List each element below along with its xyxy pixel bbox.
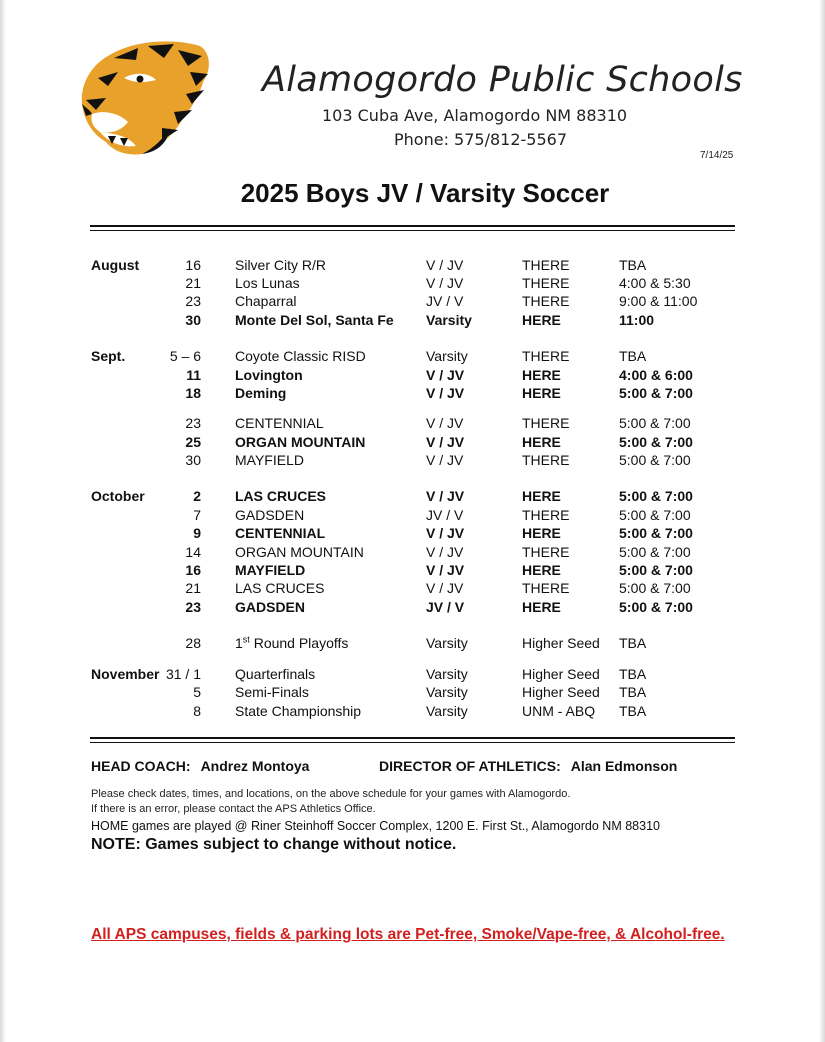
game-date: 7: [193, 507, 201, 523]
schedule-row: [0, 366, 825, 384]
team-level: Varsity: [426, 666, 468, 682]
schedule-row: [0, 702, 825, 720]
game-time: 5:00 & 7:00: [619, 415, 691, 431]
game-date: 28: [185, 635, 201, 651]
athletic-director-name: Alan Edmonson: [570, 758, 678, 774]
team-level: Varsity: [426, 703, 468, 719]
game-date: 21: [185, 580, 201, 596]
team-level: Varsity: [426, 684, 468, 700]
team-level: V / JV: [426, 415, 464, 431]
month-label: November: [91, 666, 160, 682]
team-level: V / JV: [426, 452, 464, 468]
schedule-row: [0, 311, 825, 329]
game-time: TBA: [619, 666, 647, 682]
opponent-name: Los Lunas: [235, 275, 300, 291]
game-time: 11:00: [619, 312, 655, 328]
game-time: 4:00 & 6:00: [619, 367, 693, 383]
opponent-name: CENTENNIAL: [235, 525, 326, 541]
game-time: 5:00 & 7:00: [619, 562, 693, 578]
game-location: THERE: [522, 348, 570, 364]
team-level: JV / V: [426, 293, 464, 309]
school-name: Alamogordo Public Schools: [262, 60, 743, 100]
game-date: 11: [186, 367, 201, 383]
game-date: 5 – 6: [169, 348, 201, 364]
document-date: 7/14/25: [700, 150, 734, 161]
game-location: THERE: [522, 293, 570, 309]
game-location: Higher Seed: [522, 666, 600, 682]
game-date: 23: [185, 293, 201, 309]
opponent-name: Semi-Finals: [235, 684, 309, 700]
game-time: TBA: [619, 348, 647, 364]
schedule-row: [0, 292, 825, 310]
school-phone: Phone: 575/812-5567: [394, 130, 567, 149]
tiger-logo-icon: [78, 38, 216, 158]
game-date: 31 / 1: [165, 666, 201, 682]
opponent-name: ORGAN MOUNTAIN: [235, 544, 364, 560]
opponent-name: CENTENNIAL: [235, 415, 324, 431]
page-title: 2025 Boys JV / Varsity Soccer: [240, 178, 610, 208]
home-venue-note: HOME games are played @ Riner Steinhoff Soccer Complex, 1200 E. First St., Alamogordo NM 88310: [91, 819, 660, 833]
schedule-row: [0, 634, 825, 652]
school-address: 103 Cuba Ave, Alamogordo NM 88310: [322, 106, 628, 125]
opponent-name: Deming: [235, 385, 287, 401]
month-label: August: [91, 257, 140, 273]
game-time: 9:00 & 11:00: [619, 293, 698, 309]
game-location: THERE: [522, 580, 570, 596]
error-note: If there is an error, please contact the APS Athletics Office.: [91, 803, 376, 815]
game-time: 5:00 & 7:00: [619, 507, 691, 523]
team-level: V / JV: [426, 488, 465, 504]
opponent-name: GADSDEN: [235, 599, 306, 615]
game-location: Higher Seed: [522, 635, 600, 651]
team-level: V / JV: [426, 544, 464, 560]
game-date: 14: [185, 544, 201, 560]
game-date: 5: [193, 684, 201, 700]
game-date: 2: [193, 488, 201, 504]
game-location: HERE: [522, 488, 561, 504]
opponent-name: MAYFIELD: [235, 452, 304, 468]
game-location: Higher Seed: [522, 684, 600, 700]
game-location: HERE: [522, 599, 561, 615]
head-coach: [91, 758, 309, 774]
change-notice: NOTE: Games subject to change without notice.: [91, 836, 457, 853]
schedule-row: [0, 524, 825, 542]
game-time: TBA: [619, 257, 647, 273]
game-date: 23: [185, 599, 201, 615]
divider: [90, 742, 735, 743]
game-location: THERE: [522, 415, 570, 431]
team-level: V / JV: [426, 385, 465, 401]
game-date: 23: [185, 415, 201, 431]
opponent-name: Silver City R/R: [235, 257, 327, 273]
opponent-name: State Championship: [235, 703, 362, 719]
game-location: HERE: [522, 434, 561, 450]
team-level: Varsity: [426, 348, 468, 364]
team-level: V / JV: [426, 434, 465, 450]
team-level: V / JV: [426, 525, 465, 541]
opponent-name: MAYFIELD: [235, 562, 306, 578]
schedule-row: [0, 256, 825, 274]
athletic-director: [379, 758, 677, 774]
game-date: 21: [185, 275, 201, 291]
head-coach-name: Andrez Montoya: [200, 758, 310, 774]
game-time: 5:00 & 7:00: [619, 544, 691, 560]
opponent-name: GADSDEN: [235, 507, 305, 523]
opponent-name: Lovington: [235, 367, 303, 383]
game-date: 25: [185, 434, 201, 450]
game-location: HERE: [522, 312, 561, 328]
game-location: UNM - ABQ: [522, 703, 596, 719]
schedule-row: [0, 543, 825, 561]
game-location: HERE: [522, 367, 561, 383]
game-time: TBA: [619, 684, 647, 700]
game-date: 8: [193, 703, 201, 719]
month-label: October: [91, 488, 145, 504]
team-level: V / JV: [426, 580, 464, 596]
team-level: JV / V: [426, 599, 465, 615]
game-location: HERE: [522, 525, 561, 541]
game-time: 5:00 & 7:00: [619, 434, 693, 450]
game-time: 5:00 & 7:00: [619, 580, 691, 596]
schedule-row: [0, 274, 825, 292]
game-date: 18: [185, 385, 201, 401]
game-date: 30: [185, 452, 201, 468]
team-level: Varsity: [426, 312, 472, 328]
game-date: 16: [185, 257, 201, 273]
schedule-row: [0, 506, 825, 524]
divider: [90, 225, 735, 227]
schedule-row: [0, 487, 825, 505]
game-time: 5:00 & 7:00: [619, 599, 693, 615]
schedule-row: [0, 579, 825, 597]
game-time: 5:00 & 7:00: [619, 385, 693, 401]
schedule-row: [0, 414, 825, 432]
schedule-row: [0, 347, 825, 365]
opponent-name: Chaparral: [235, 293, 297, 309]
opponent-name: 1st Round Playoffs: [235, 634, 349, 651]
opponent-name: LAS CRUCES: [235, 580, 325, 596]
opponent-name: LAS CRUCES: [235, 488, 327, 504]
check-note: Please check dates, times, and locations, on the above schedule for your games with Alamogordo.: [91, 788, 571, 800]
game-date: 30: [185, 312, 201, 328]
game-time: 4:00 & 5:30: [619, 275, 691, 291]
game-location: THERE: [522, 544, 570, 560]
game-location: THERE: [522, 275, 570, 291]
game-location: THERE: [522, 452, 570, 468]
month-label: Sept.: [91, 348, 126, 364]
game-time: TBA: [619, 635, 647, 651]
team-level: V / JV: [426, 257, 464, 273]
game-time: 5:00 & 7:00: [619, 488, 693, 504]
game-date: 16: [185, 562, 201, 578]
team-level: V / JV: [426, 562, 465, 578]
schedule-row: [0, 451, 825, 469]
game-time: 5:00 & 7:00: [619, 452, 691, 468]
game-location: HERE: [522, 562, 561, 578]
policy-notice: All APS campuses, fields & parking lots are Pet-free, Smoke/Vape-free, & Alcohol-free.: [91, 926, 725, 943]
game-location: THERE: [522, 257, 570, 273]
game-time: TBA: [619, 703, 647, 719]
team-level: JV / V: [426, 507, 464, 523]
opponent-name: Quarterfinals: [235, 666, 316, 682]
game-location: HERE: [522, 385, 561, 401]
schedule-row: [0, 665, 825, 683]
team-level: Varsity: [426, 635, 468, 651]
opponent-name: Monte Del Sol, Santa Fe: [235, 312, 394, 328]
team-level: V / JV: [426, 367, 465, 383]
game-location: THERE: [522, 507, 570, 523]
schedule-row: [0, 384, 825, 402]
schedule-row: [0, 433, 825, 451]
schedule-row: [0, 561, 825, 579]
head-coach-label: HEAD COACH:: [91, 758, 191, 774]
game-date: 9: [193, 525, 201, 541]
opponent-name: ORGAN MOUNTAIN: [235, 434, 366, 450]
game-time: 5:00 & 7:00: [619, 525, 693, 541]
schedule-row: [0, 598, 825, 616]
athletic-director-label: DIRECTOR OF ATHLETICS:: [379, 758, 561, 774]
schedule-row: [0, 683, 825, 701]
divider: [90, 230, 735, 231]
opponent-name: Coyote Classic RISD: [235, 348, 366, 364]
divider: [90, 737, 735, 739]
team-level: V / JV: [426, 275, 464, 291]
